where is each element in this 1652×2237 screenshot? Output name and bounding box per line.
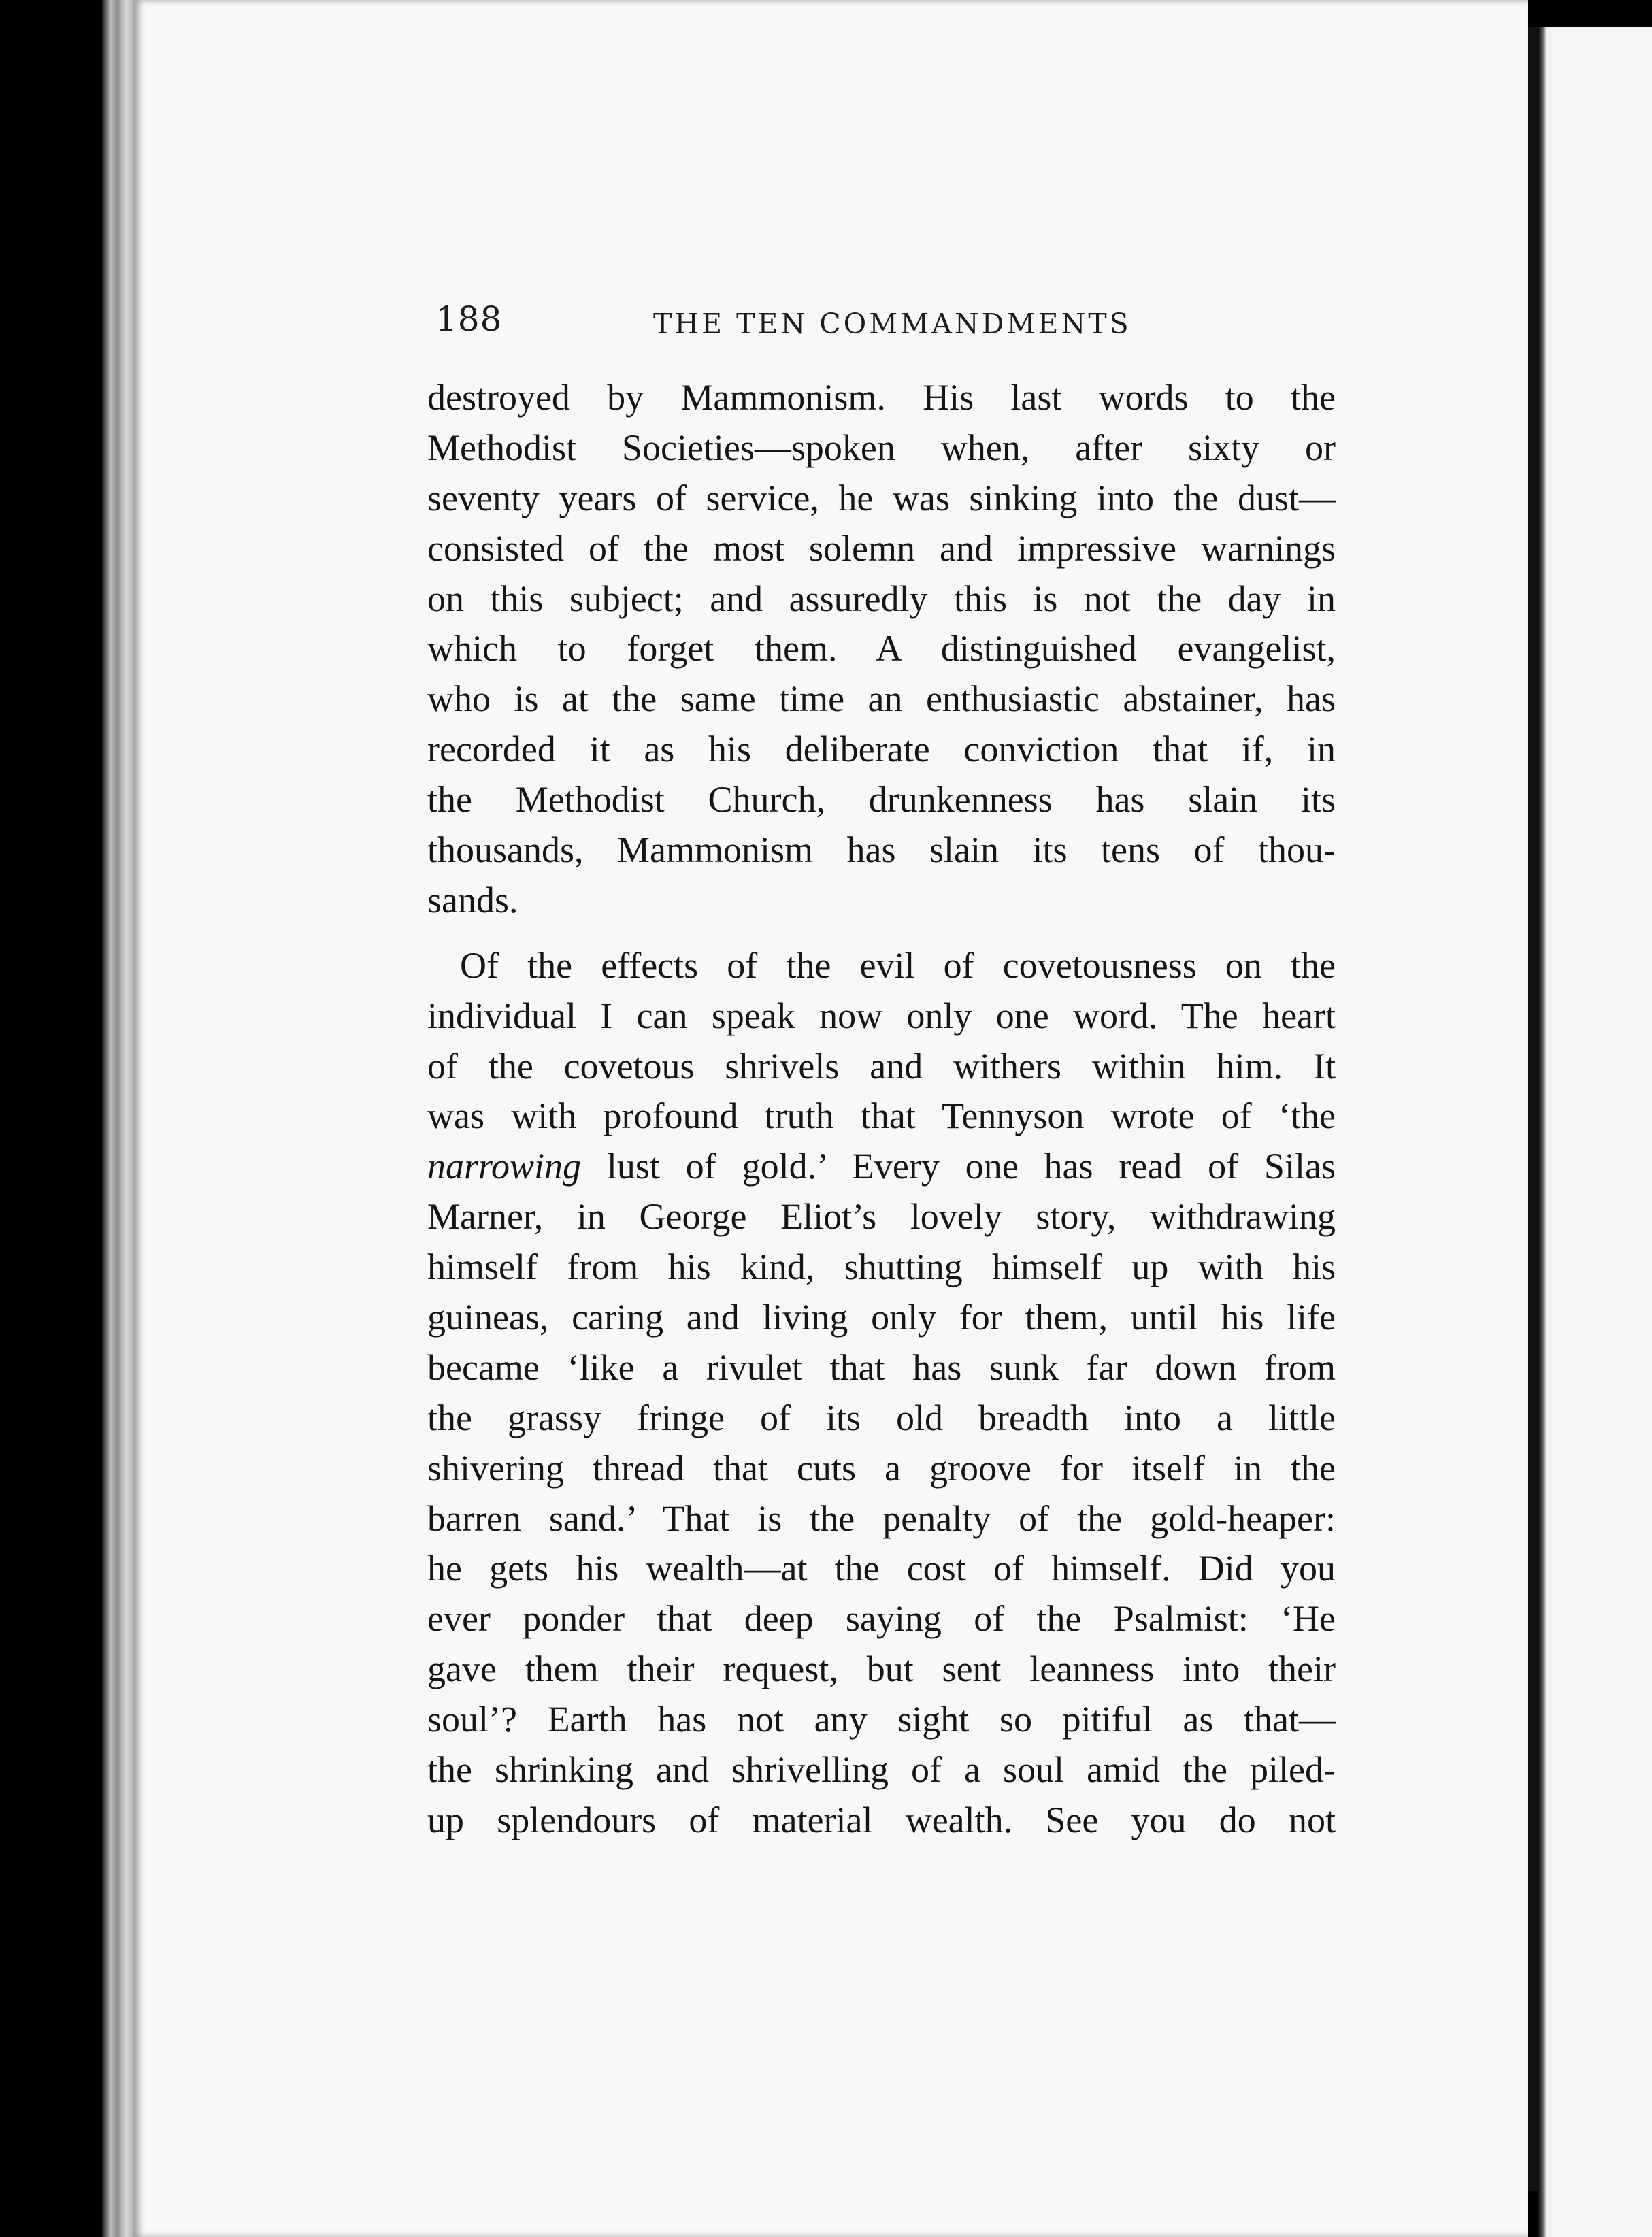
text-line: Methodist Societies—spoken when, after sixty or (427, 427, 1336, 468)
text-line: guineas, caring and living only for them, until his life (427, 1297, 1336, 1338)
text-line: the grassy fringe of its old breadth into a little (427, 1397, 1336, 1438)
text-line-rest: lust of gold.’ Every one has read of Silas (581, 1146, 1336, 1187)
text-line: Of the effects of the evil of covetousness on the (460, 944, 1336, 986)
running-head (435, 299, 1340, 347)
book-binding-edge (102, 0, 136, 2237)
text-line: Marner, in George Eliot’s lovely story, withdrawing (427, 1196, 1336, 1238)
text-line: was with profound truth that Tennyson wrote of ‘the (427, 1095, 1336, 1137)
paragraph-gap (427, 926, 1336, 941)
text-line: the Methodist Church, drunkenness has slain its (427, 779, 1336, 821)
text-line: destroyed by Mammonism. His last words to the (427, 377, 1336, 418)
text-line: consisted of the most solemn and impressive warnings (427, 527, 1336, 569)
text-line: which to forget them. A distinguished evangelist, (427, 628, 1336, 669)
text-line: thousands, Mammonism has slain its tens of thou- (427, 829, 1336, 871)
text-line: up splendours of material wealth. See you do not (427, 1799, 1336, 1840)
facing-page-shadow (1538, 27, 1546, 2237)
text-line: shivering thread that cuts a groove for itself in the (427, 1447, 1336, 1489)
paragraph-1 (427, 373, 1336, 926)
text-line: of the covetous shrivels and withers within him. It (427, 1045, 1336, 1087)
italic-word: narrowing (427, 1146, 582, 1187)
text-line: individual I can speak now only one word. The heart (427, 995, 1336, 1036)
text-line: himself from his kind, shutting himself up with his (427, 1246, 1336, 1288)
text-line: who is at the same time an enthusiastic abstainer, has (427, 678, 1336, 720)
text-line: soul’? Earth has not any sight so pitiful as that— (427, 1699, 1336, 1740)
page-number: 188 (435, 299, 503, 339)
text-line: gave them their request, but sent leanness into their (427, 1648, 1336, 1690)
text-line: ever ponder that deep saying of the Psalmist: ‘He (427, 1598, 1336, 1640)
text-line: recorded it as his deliberate conviction that if, in (427, 729, 1336, 770)
text-line: on this subject; and assuredly this is not the day in (427, 578, 1336, 619)
running-title: THE TEN COMMANDMENTS (653, 308, 1131, 340)
text-line: sands. (427, 879, 518, 921)
text-line: the shrinking and shrivelling of a soul amid the piled- (427, 1749, 1336, 1791)
text-line: barren sand.’ That is the penalty of the gold-heaper: (427, 1497, 1336, 1539)
text-line: he gets his wealth—at the cost of himself. Did you (427, 1548, 1336, 1589)
facing-page-edge (1540, 27, 1652, 2237)
text-line-with-italic (427, 1142, 1336, 1192)
body-text (427, 373, 1336, 1846)
paragraph-2 (427, 941, 1336, 1846)
text-line: became ‘like a rivulet that has sunk far down from (427, 1346, 1336, 1388)
text-line: seventy years of service, he was sinking into the dust— (427, 477, 1336, 518)
